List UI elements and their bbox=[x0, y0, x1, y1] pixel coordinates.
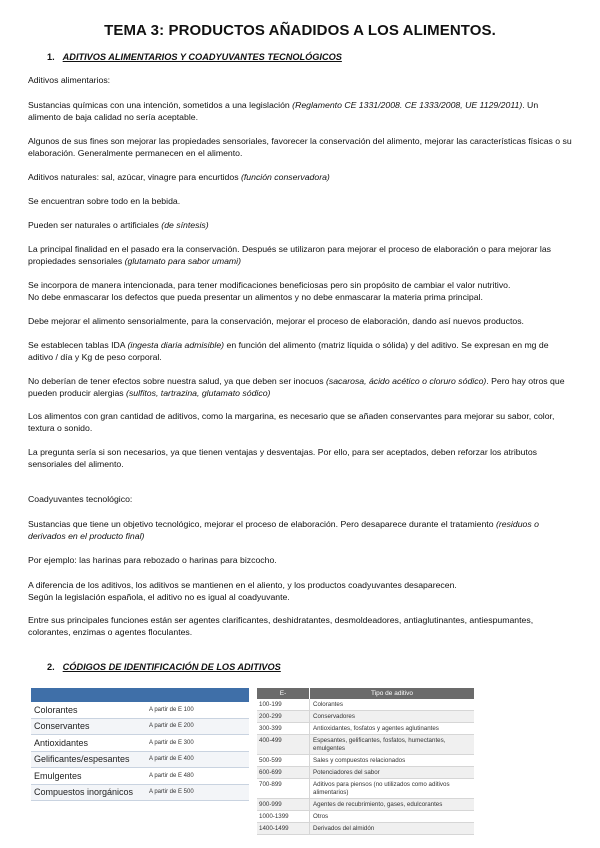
table-row: 500-599 Sales y compuestos relacionados bbox=[257, 755, 474, 767]
table-header bbox=[31, 688, 249, 702]
additive-class-table bbox=[31, 688, 249, 801]
paragraph: Aditivos alimentarios: bbox=[28, 75, 111, 85]
table-row: 400-499 Espesantes, gelificantes, fosfatos, humectantes, emulgentes bbox=[257, 735, 474, 755]
paragraph: Algunos de sus fines son mejorar las propiedades sensoriales, favorecer la conservación del alimento, mejorar las características físicas o su elaboración. Generalmente permanecen en el alimento. bbox=[28, 136, 572, 158]
paragraph: Sustancias que tiene un objetivo tecnológico, mejorar el proceso de elaboración. Pero desaparece durante el tratamiento (residuos o derivados en el producto final) bbox=[28, 519, 539, 541]
paragraph: No deberían de tener efectos sobre nuestra salud, ya que deben ser inocuos (sacarosa, ácido acético o cloruro sódico). Pero hay otros que pueden producir alergias (sulfitos, tartrazina, glutamato sódico) bbox=[28, 376, 565, 398]
header-type: Tipo de aditivo bbox=[309, 688, 474, 699]
paragraph: Entre sus principales funciones están ser agentes clarificantes, deshidratantes, desmoldeadores, antiaglutinantes, antiespumantes, colorantes, enzimas o agentes floculantes. bbox=[28, 615, 534, 637]
header-code: E- bbox=[279, 690, 287, 697]
table-row: 1000-1399 Otros bbox=[257, 811, 474, 823]
section-2-title: CÓDIGOS DE IDENTIFICACIÓN DE LOS ADITIVOS bbox=[62, 662, 281, 672]
paragraph: La pregunta sería si son necesarios, ya que tienen ventajas y desventajas. Por ello, para ser aceptados, deben reforzar los atributos sensoriales del alimento. bbox=[28, 447, 538, 469]
table-row: 100-199 Colorantes bbox=[257, 699, 474, 711]
table-row: 1400-1499 Derivados del almidón bbox=[257, 823, 474, 835]
paragraph: Se establecen tablas IDA (ingesta diaria admisible) en función del alimento (matriz líquida o sólida) y del aditivo. Se expresan en mg de aditivo / día y Kg de peso corporal. bbox=[28, 340, 549, 362]
table-row: Conservantes A partir de E 200 bbox=[31, 719, 249, 736]
section-1-number: 1. bbox=[47, 52, 55, 62]
paragraph: Se encuentran sobre todo en la bebida. bbox=[28, 196, 181, 206]
table-header bbox=[257, 688, 474, 699]
paragraph: Por ejemplo: las harinas para rebozado o harinas para bizcocho. bbox=[28, 555, 277, 565]
table-row: 900-999 Agentes de recubrimiento, gases, edulcorantes bbox=[257, 799, 474, 811]
paragraph: A diferencia de los aditivos, los aditivos se mantienen en el aliento, y los productos coadyuvantes desaparecen. Según la legislación española, el aditivo no es igual al coadyuvante. bbox=[28, 580, 457, 602]
table-row: Compuestos inorgánicos A partir de E 500 bbox=[31, 785, 249, 802]
table-row: 600-699 Potenciadores del sabor bbox=[257, 767, 474, 779]
paragraph: Se incorpora de manera intencionada, para tener modificaciones beneficiosas pero sin propósito de cambiar el valor nutritivo. No debe enmascarar los defectos que pueda presentar un alimentos y no debe enmascarar la materia prima principal. bbox=[28, 280, 511, 302]
paragraph: Aditivos naturales: sal, azúcar, vinagre para encurtidos (función conservadora) bbox=[28, 172, 330, 182]
table-row: Colorantes A partir de E 100 bbox=[31, 702, 249, 719]
e-number-table bbox=[257, 688, 474, 835]
page-title: TEMA 3: PRODUCTOS AÑADIDOS A LOS ALIMENTOS. bbox=[104, 22, 496, 39]
section-1-title: ADITIVOS ALIMENTARIOS Y COADYUVANTES TECNOLÓGICOS bbox=[62, 52, 342, 62]
section-1-heading bbox=[47, 52, 342, 62]
table-row: 200-299 Conservadores bbox=[257, 711, 474, 723]
paragraph: La principal finalidad en el pasado era la conservación. Después se utilizaron para mejorar el proceso de elaboración o para mejorar las propiedades sensoriales (glutamato para sabor umami) bbox=[28, 244, 551, 266]
table-row: 300-399 Antioxidantes, fosfatos y agentes aglutinantes bbox=[257, 723, 474, 735]
table-row: 700-899 Aditivos para piensos (no utilizados como aditivos alimentarios) bbox=[257, 779, 474, 799]
paragraph: Sustancias químicas con una intención, sometidos a una legislación (Reglamento CE 1331/2008. CE 1333/2008, UE 1129/2011). Un alimento de baja calidad no sería aceptable. bbox=[28, 100, 539, 122]
section-2-heading bbox=[47, 662, 281, 672]
table-row: Antioxidantes A partir de E 300 bbox=[31, 735, 249, 752]
table-row: Emulgentes A partir de E 480 bbox=[31, 768, 249, 785]
section-2-number: 2. bbox=[47, 662, 55, 672]
paragraph: Coadyuvantes tecnológico: bbox=[28, 494, 133, 504]
paragraph: Debe mejorar el alimento sensorialmente, para la conservación, mejorar el proceso de elaboración, dando así nuevos productos. bbox=[28, 316, 524, 326]
paragraph: Pueden ser naturales o artificiales (de síntesis) bbox=[28, 220, 209, 230]
paragraph: Los alimentos con gran cantidad de aditivos, como la margarina, es necesario que se añaden conservantes para mejorar su sabor, color, textura o sonido. bbox=[28, 411, 555, 433]
table-row: Gelificantes/espesantes A partir de E 400 bbox=[31, 752, 249, 769]
